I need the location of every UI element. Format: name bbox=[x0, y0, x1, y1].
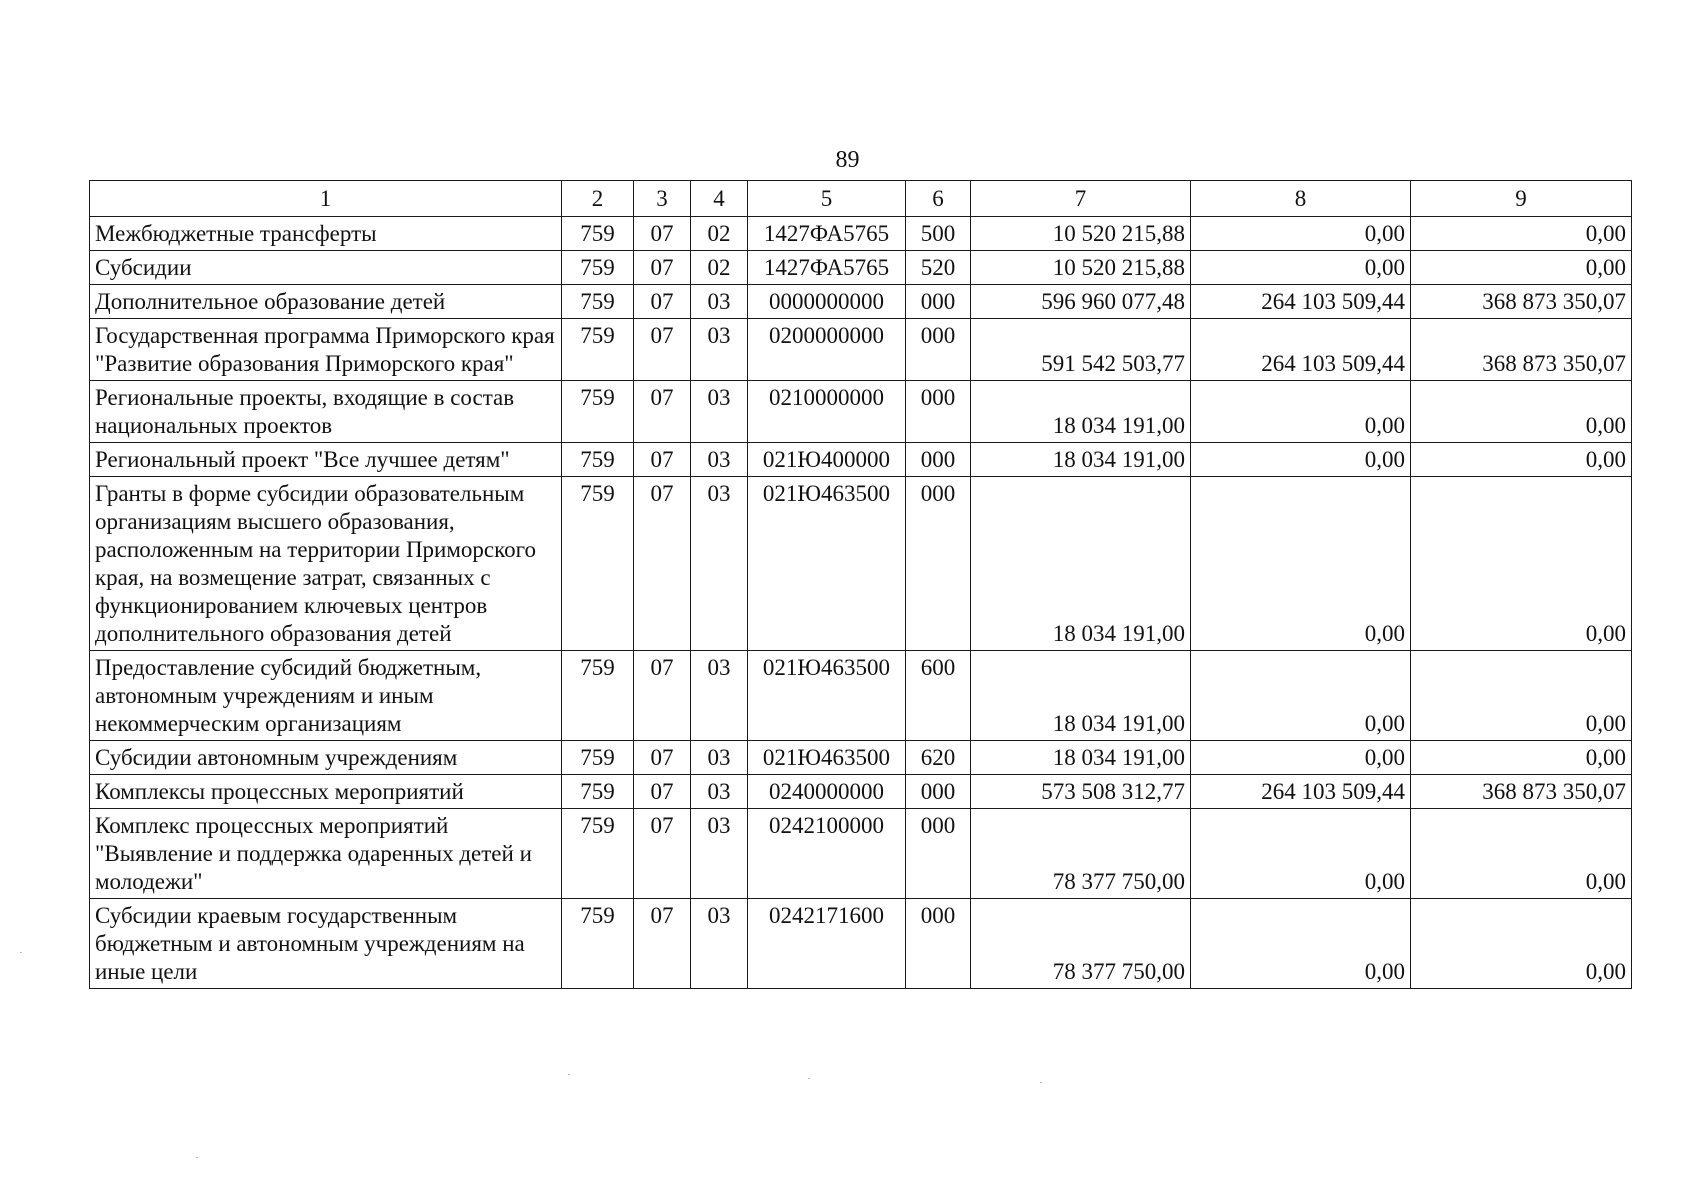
code-cell-2: 759 bbox=[562, 651, 634, 741]
code-cell-5: 0000000000 bbox=[748, 285, 906, 319]
table-row bbox=[90, 217, 1632, 251]
table-row bbox=[90, 809, 1632, 899]
code-cell-4: 02 bbox=[691, 251, 748, 285]
name-cell: Субсидии автономным учреждениям bbox=[90, 741, 562, 775]
amount-cell-8: 0,00 bbox=[1191, 381, 1411, 443]
code-cell-2: 759 bbox=[562, 443, 634, 477]
name-cell: Межбюджетные трансферты bbox=[90, 217, 562, 251]
code-cell-3: 07 bbox=[634, 477, 691, 651]
code-cell-3: 07 bbox=[634, 285, 691, 319]
code-cell-3: 07 bbox=[634, 899, 691, 989]
code-cell-2: 759 bbox=[562, 477, 634, 651]
amount-cell-7: 18 034 191,00 bbox=[971, 477, 1191, 651]
code-cell-6: 000 bbox=[906, 285, 971, 319]
scan-speck bbox=[808, 1078, 810, 1079]
header-cell-5: 5 bbox=[748, 181, 906, 217]
table-row bbox=[90, 381, 1632, 443]
code-cell-2: 759 bbox=[562, 319, 634, 381]
code-cell-4: 03 bbox=[691, 741, 748, 775]
header-cell-8: 8 bbox=[1191, 181, 1411, 217]
header-cell-4: 4 bbox=[691, 181, 748, 217]
code-cell-3: 07 bbox=[634, 251, 691, 285]
amount-cell-7: 573 508 312,77 bbox=[971, 775, 1191, 809]
code-cell-4: 03 bbox=[691, 651, 748, 741]
name-cell: Субсидии краевым государственным бюджетным и автономным учреждениям на иные цели bbox=[90, 899, 562, 989]
code-cell-5: 021Ю463500 bbox=[748, 741, 906, 775]
table-row bbox=[90, 651, 1632, 741]
name-cell: Региональные проекты, входящие в состав национальных проектов bbox=[90, 381, 562, 443]
name-cell: Комплексы процессных мероприятий bbox=[90, 775, 562, 809]
code-cell-6: 520 bbox=[906, 251, 971, 285]
amount-cell-7: 78 377 750,00 bbox=[971, 809, 1191, 899]
code-cell-5: 0242100000 bbox=[748, 809, 906, 899]
amount-cell-8: 264 103 509,44 bbox=[1191, 285, 1411, 319]
header-cell-9: 9 bbox=[1411, 181, 1632, 217]
code-cell-4: 02 bbox=[691, 217, 748, 251]
code-cell-2: 759 bbox=[562, 741, 634, 775]
amount-cell-9: 0,00 bbox=[1411, 217, 1632, 251]
code-cell-6: 600 bbox=[906, 651, 971, 741]
amount-cell-9: 368 873 350,07 bbox=[1411, 285, 1632, 319]
amount-cell-7: 10 520 215,88 bbox=[971, 251, 1191, 285]
table-row bbox=[90, 443, 1632, 477]
scan-speck bbox=[1040, 1082, 1042, 1083]
table-body bbox=[90, 181, 1632, 989]
code-cell-6: 000 bbox=[906, 319, 971, 381]
code-cell-6: 000 bbox=[906, 443, 971, 477]
name-cell: Государственная программа Приморского края "Развитие образования Приморского края" bbox=[90, 319, 562, 381]
scan-speck bbox=[196, 1157, 198, 1158]
code-cell-2: 759 bbox=[562, 775, 634, 809]
code-cell-4: 03 bbox=[691, 775, 748, 809]
code-cell-3: 07 bbox=[634, 809, 691, 899]
code-cell-3: 07 bbox=[634, 217, 691, 251]
amount-cell-9: 368 873 350,07 bbox=[1411, 775, 1632, 809]
amount-cell-9: 0,00 bbox=[1411, 899, 1632, 989]
header-cell-3: 3 bbox=[634, 181, 691, 217]
amount-cell-8: 0,00 bbox=[1191, 809, 1411, 899]
code-cell-4: 03 bbox=[691, 319, 748, 381]
code-cell-5: 0242171600 bbox=[748, 899, 906, 989]
name-cell: Гранты в форме субсидии образовательным организациям высшего образования, расположенным на территории Приморского края, на возмещение затрат, связанных с функционированием ключевых центров дополнительного образования детей bbox=[90, 477, 562, 651]
amount-cell-7: 18 034 191,00 bbox=[971, 741, 1191, 775]
code-cell-6: 500 bbox=[906, 217, 971, 251]
amount-cell-8: 0,00 bbox=[1191, 477, 1411, 651]
amount-cell-9: 0,00 bbox=[1411, 443, 1632, 477]
amount-cell-7: 18 034 191,00 bbox=[971, 443, 1191, 477]
code-cell-4: 03 bbox=[691, 381, 748, 443]
scan-speck bbox=[568, 1074, 570, 1075]
table-row bbox=[90, 775, 1632, 809]
amount-cell-9: 0,00 bbox=[1411, 251, 1632, 285]
amount-cell-9: 0,00 bbox=[1411, 381, 1632, 443]
name-cell: Дополнительное образование детей bbox=[90, 285, 562, 319]
name-cell: Предоставление субсидий бюджетным, автономным учреждениям и иным некоммерческим организациям bbox=[90, 651, 562, 741]
code-cell-2: 759 bbox=[562, 285, 634, 319]
code-cell-2: 759 bbox=[562, 217, 634, 251]
code-cell-3: 07 bbox=[634, 651, 691, 741]
amount-cell-8: 264 103 509,44 bbox=[1191, 775, 1411, 809]
code-cell-2: 759 bbox=[562, 381, 634, 443]
table-row bbox=[90, 251, 1632, 285]
amount-cell-9: 0,00 bbox=[1411, 741, 1632, 775]
code-cell-5: 021Ю400000 bbox=[748, 443, 906, 477]
code-cell-5: 0240000000 bbox=[748, 775, 906, 809]
amount-cell-8: 0,00 bbox=[1191, 741, 1411, 775]
table-row bbox=[90, 285, 1632, 319]
amount-cell-8: 0,00 bbox=[1191, 899, 1411, 989]
code-cell-6: 000 bbox=[906, 381, 971, 443]
amount-cell-9: 0,00 bbox=[1411, 809, 1632, 899]
code-cell-5: 021Ю463500 bbox=[748, 477, 906, 651]
code-cell-6: 000 bbox=[906, 809, 971, 899]
table-row bbox=[90, 741, 1632, 775]
code-cell-5: 0200000000 bbox=[748, 319, 906, 381]
amount-cell-8: 0,00 bbox=[1191, 217, 1411, 251]
code-cell-5: 1427ФА5765 bbox=[748, 217, 906, 251]
code-cell-4: 03 bbox=[691, 899, 748, 989]
code-cell-3: 07 bbox=[634, 381, 691, 443]
amount-cell-7: 18 034 191,00 bbox=[971, 651, 1191, 741]
code-cell-6: 620 bbox=[906, 741, 971, 775]
code-cell-3: 07 bbox=[634, 775, 691, 809]
table-row bbox=[90, 477, 1632, 651]
code-cell-2: 759 bbox=[562, 809, 634, 899]
amount-cell-7: 591 542 503,77 bbox=[971, 319, 1191, 381]
amount-cell-8: 264 103 509,44 bbox=[1191, 319, 1411, 381]
table-row bbox=[90, 319, 1632, 381]
code-cell-5: 1427ФА5765 bbox=[748, 251, 906, 285]
amount-cell-7: 78 377 750,00 bbox=[971, 899, 1191, 989]
scan-speck bbox=[20, 952, 22, 953]
name-cell: Комплекс процессных мероприятий "Выявление и поддержка одаренных детей и молодежи" bbox=[90, 809, 562, 899]
code-cell-5: 0210000000 bbox=[748, 381, 906, 443]
table-header-row bbox=[90, 181, 1632, 217]
header-cell-7: 7 bbox=[971, 181, 1191, 217]
amount-cell-8: 0,00 bbox=[1191, 443, 1411, 477]
code-cell-6: 000 bbox=[906, 775, 971, 809]
budget-table bbox=[89, 180, 1632, 989]
code-cell-5: 021Ю463500 bbox=[748, 651, 906, 741]
code-cell-3: 07 bbox=[634, 741, 691, 775]
code-cell-3: 07 bbox=[634, 443, 691, 477]
code-cell-2: 759 bbox=[562, 251, 634, 285]
amount-cell-9: 0,00 bbox=[1411, 477, 1632, 651]
code-cell-4: 03 bbox=[691, 809, 748, 899]
header-cell-2: 2 bbox=[562, 181, 634, 217]
code-cell-4: 03 bbox=[691, 285, 748, 319]
table-row bbox=[90, 899, 1632, 989]
header-cell-1: 1 bbox=[90, 181, 562, 217]
amount-cell-9: 0,00 bbox=[1411, 651, 1632, 741]
name-cell: Субсидии bbox=[90, 251, 562, 285]
name-cell: Региональный проект "Все лучшее детям" bbox=[90, 443, 562, 477]
code-cell-6: 000 bbox=[906, 899, 971, 989]
code-cell-4: 03 bbox=[691, 477, 748, 651]
code-cell-6: 000 bbox=[906, 477, 971, 651]
amount-cell-8: 0,00 bbox=[1191, 251, 1411, 285]
amount-cell-7: 18 034 191,00 bbox=[971, 381, 1191, 443]
amount-cell-7: 10 520 215,88 bbox=[971, 217, 1191, 251]
code-cell-2: 759 bbox=[562, 899, 634, 989]
amount-cell-7: 596 960 077,48 bbox=[971, 285, 1191, 319]
page-number: 89 bbox=[835, 147, 860, 173]
amount-cell-8: 0,00 bbox=[1191, 651, 1411, 741]
amount-cell-9: 368 873 350,07 bbox=[1411, 319, 1632, 381]
code-cell-4: 03 bbox=[691, 443, 748, 477]
code-cell-3: 07 bbox=[634, 319, 691, 381]
header-cell-6: 6 bbox=[906, 181, 971, 217]
